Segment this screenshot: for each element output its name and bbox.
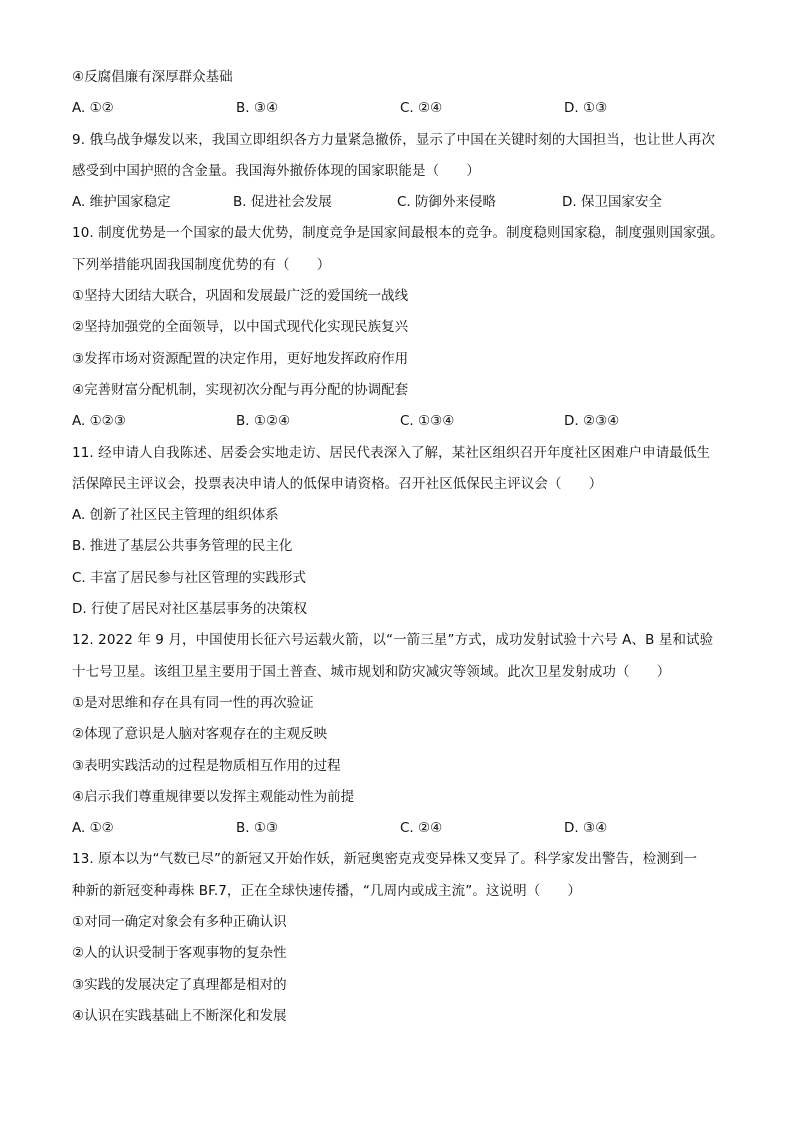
q11-option-b: B. 推进了基层公共事务管理的民主化 bbox=[72, 538, 293, 555]
q12-stem-line-1: 12. 2022 年 9 月，中国使用长征六号运载火箭，以“一箭三星”方式，成功发射试验十六号 A、B 星和试验 bbox=[72, 632, 714, 649]
q8-option-b: B. ③④ bbox=[236, 100, 279, 117]
q12-options bbox=[72, 815, 728, 846]
q8-item-4: ④反腐倡廉有深厚群众基础 bbox=[72, 69, 233, 85]
q11-stem-line-1: 11. 经申请人自我陈述、居委会实地走访、居民代表深入了解，某社区组织召开年度社区困难户申请最低生 bbox=[72, 444, 711, 461]
q12-item-3: ③表明实践活动的过程是物质相互作用的过程 bbox=[72, 757, 341, 774]
q13-item-4: ④认识在实践基础上不断深化和发展 bbox=[72, 1007, 287, 1024]
q9-option-c: C. 防御外来侵略 bbox=[397, 194, 497, 211]
q10-option-d: D. ②③④ bbox=[564, 413, 620, 430]
q9-stem-line-1: 9. 俄乌战争爆发以来，我国立即组织各方力量紧急撤侨，显示了中国在关键时刻的大国担当，也让世人再次 bbox=[72, 131, 716, 148]
q9-option-a: A. 维护国家稳定 bbox=[72, 194, 171, 211]
q8-option-d: D. ①③ bbox=[564, 100, 608, 117]
q10-item-1: ①坚持大团结大联合，巩固和发展最广泛的爱国统一战线 bbox=[72, 288, 409, 305]
q12-option-b: B. ①③ bbox=[236, 820, 279, 837]
q9-option-b: B. 促进社会发展 bbox=[233, 194, 332, 211]
q9-options bbox=[72, 189, 728, 220]
q8-options bbox=[72, 95, 728, 126]
q10-item-3: ③发挥市场对资源配置的决定作用，更好地发挥政府作用 bbox=[72, 350, 409, 367]
q10-option-a: A. ①②③ bbox=[72, 413, 126, 430]
q12-option-c: C. ②④ bbox=[400, 820, 443, 837]
q10-stem-line-2: 下列举措能巩固我国制度优势的有（ ） bbox=[72, 256, 331, 273]
q10-stem-line-1: 10. 制度优势是一个国家的最大优势，制度竞争是国家间最根本的竞争。制度稳则国家稳，制度强则国家强。 bbox=[72, 225, 724, 242]
exam-page bbox=[72, 64, 728, 1034]
q9-stem-line-2: 感受到中国护照的含金量。我国海外撤侨体现的国家职能是（ ） bbox=[72, 162, 480, 179]
q10-option-b: B. ①②④ bbox=[236, 413, 291, 430]
q13-stem-line-1: 13. 原本以为“气数已尽”的新冠又开始作妖，新冠奥密克戎变异株又变异了。科学家发出警告，检测到一 bbox=[72, 851, 698, 868]
q10-item-2: ②坚持加强党的全面领导，以中国式现代化实现民族复兴 bbox=[72, 319, 409, 336]
q9-option-d: D. 保卫国家安全 bbox=[562, 194, 662, 211]
q10-options bbox=[72, 408, 728, 439]
q11-option-a: A. 创新了社区民主管理的组织体系 bbox=[72, 507, 279, 524]
q11-stem-line-2: 活保障民主评议会，投票表决申请人的低保申请资格。召开社区低保民主评议会（ ） bbox=[72, 475, 603, 492]
q13-stem-line-2: 种新的新冠变种毒株 BF.7，正在全球快速传播，“几周内或成主流”。这说明（ ） bbox=[72, 882, 582, 899]
q8-option-a: A. ①② bbox=[72, 100, 114, 117]
q12-option-d: D. ③④ bbox=[564, 820, 608, 837]
q12-item-1: ①是对思维和存在具有同一性的再次验证 bbox=[72, 694, 314, 711]
q12-option-a: A. ①② bbox=[72, 820, 114, 837]
q11-option-d: D. 行使了居民对社区基层事务的决策权 bbox=[72, 601, 307, 618]
q10-item-4: ④完善财富分配机制，实现初次分配与再分配的协调配套 bbox=[72, 381, 409, 398]
q10-option-c: C. ①③④ bbox=[400, 413, 455, 430]
q12-item-2: ②体现了意识是人脑对客观存在的主观反映 bbox=[72, 726, 328, 743]
q11-option-c: C. 丰富了居民参与社区管理的实践形式 bbox=[72, 569, 307, 586]
q12-item-4: ④启示我们尊重规律要以发挥主观能动性为前提 bbox=[72, 788, 355, 805]
q12-stem-line-2: 十七号卫星。该组卫星主要用于国土普查、城市规划和防灾减灾等领域。此次卫星发射成功（ ） bbox=[72, 663, 671, 680]
q8-option-c: C. ②④ bbox=[400, 100, 443, 117]
q13-item-1: ①对同一确定对象会有多种正确认识 bbox=[72, 914, 287, 931]
q13-item-2: ②人的认识受制于客观事物的复杂性 bbox=[72, 945, 287, 962]
q13-item-3: ③实践的发展决定了真理都是相对的 bbox=[72, 976, 287, 993]
